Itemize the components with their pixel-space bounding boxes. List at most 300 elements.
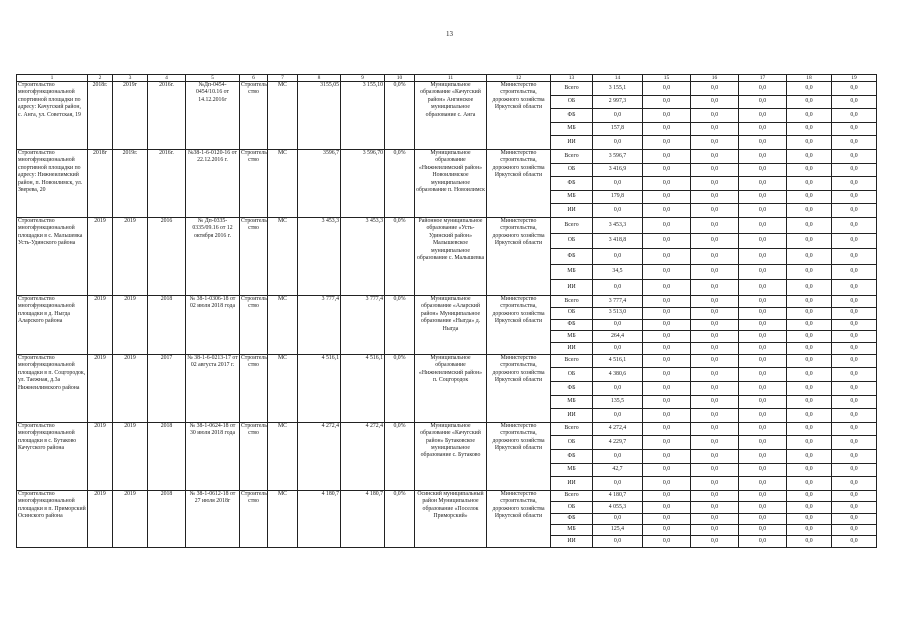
funding-amount: 0,0: [691, 95, 739, 109]
remaining-cost: 3 596,70: [341, 149, 385, 217]
table-row: [17, 217, 877, 233]
investment-table: [16, 74, 877, 548]
responsible-ministry: Министерство строительства, дорожного хозяйства Иркутской области: [487, 422, 551, 490]
funding-amount: 0,0: [691, 354, 739, 368]
start-year: 2019: [88, 295, 113, 354]
funding-amount: 0,0: [593, 204, 643, 218]
funding-amount: 0,0: [739, 331, 787, 343]
funding-amount: 0,0: [643, 382, 691, 396]
column-number: 13: [551, 75, 593, 82]
funding-amount: 0,0: [691, 477, 739, 491]
funding-source: Всего: [551, 295, 593, 307]
funding-amount: 3 513,0: [593, 307, 643, 319]
readiness-percent: 0,0%: [385, 295, 415, 354]
funding-amount: 0,0: [787, 82, 832, 96]
funding-source: Всего: [551, 82, 593, 96]
funding-amount: 0,0: [832, 382, 877, 396]
work-type: Строитель ство: [240, 217, 268, 295]
end-year: 2019: [113, 490, 148, 547]
funding-amount: 0,0: [787, 450, 832, 464]
start-year: 2019: [88, 422, 113, 490]
funding-amount: 0,0: [739, 490, 787, 501]
funding-amount: 0,0: [643, 177, 691, 191]
funding-amount: 0,0: [593, 409, 643, 423]
funding-amount: 0,0: [787, 319, 832, 331]
funding-source: ФБ: [551, 249, 593, 265]
funding-amount: 0,0: [643, 536, 691, 547]
municipality: Муниципальное образование «Аларский район» Муниципальное образование «Ныгда» д. Ныгда: [415, 295, 487, 354]
funding-amount: 0,0: [739, 536, 787, 547]
column-number: 5: [186, 75, 240, 82]
funding-amount: 0,0: [832, 307, 877, 319]
funding-amount: 0,0: [593, 109, 643, 123]
funding-amount: 0,0: [691, 264, 739, 280]
funding-amount: 0,0: [787, 204, 832, 218]
funding-source: Всего: [551, 149, 593, 163]
funding-amount: 0,0: [643, 295, 691, 307]
table-row: [17, 422, 877, 436]
funding-amount: 0,0: [739, 190, 787, 204]
funding-amount: 0,0: [643, 264, 691, 280]
start-year: 2019: [88, 490, 113, 547]
funding-amount: 0,0: [832, 525, 877, 536]
estimated-cost: 4 516,1: [298, 354, 341, 422]
funding-amount: 0,0: [643, 122, 691, 136]
funding-amount: 0,0: [691, 368, 739, 382]
funding-amount: 0,0: [691, 295, 739, 307]
funding-amount: 0,0: [643, 233, 691, 249]
expertise-conclusion: №38-1-6-0120-16 от 22.12.2016 г.: [186, 149, 240, 217]
end-year: 2019г: [113, 82, 148, 150]
funding-amount: 0,0: [832, 331, 877, 343]
funding-amount: 0,0: [787, 536, 832, 547]
funding-amount: 0,0: [787, 177, 832, 191]
column-number: 7: [268, 75, 298, 82]
funding-amount: 0,0: [643, 502, 691, 513]
end-year: 2019: [113, 217, 148, 295]
funding-amount: 0,0: [787, 409, 832, 423]
project-name: Строительство многофункциональной площадки в п. Приморский Осинского района: [17, 490, 88, 547]
funding-source: МБ: [551, 190, 593, 204]
funding-amount: 0,0: [691, 502, 739, 513]
funding-amount: 0,0: [787, 463, 832, 477]
table-row: [17, 149, 877, 163]
funding-amount: 0,0: [593, 382, 643, 396]
responsible-ministry: Министерство строительства, дорожного хозяйства Иркутской области: [487, 217, 551, 295]
funding-source: ОБ: [551, 163, 593, 177]
estimated-cost: 3155,05: [298, 82, 341, 150]
funding-amount: 0,0: [593, 177, 643, 191]
funding-amount: 0,0: [593, 477, 643, 491]
funding-amount: 0,0: [643, 95, 691, 109]
estimated-cost: 3596,7: [298, 149, 341, 217]
funding-source: ФБ: [551, 382, 593, 396]
column-number-row: [17, 75, 877, 82]
start-year: 2019: [88, 217, 113, 295]
funding-source: ИИ: [551, 280, 593, 296]
funding-amount: 0,0: [739, 280, 787, 296]
funding-amount: 0,0: [832, 319, 877, 331]
column-number: 19: [832, 75, 877, 82]
project-name: Строительство многофункциональной площадки в д. Ныгда Аларского района: [17, 295, 88, 354]
funding-amount: 4 229,7: [593, 436, 643, 450]
funding-amount: 0,0: [787, 525, 832, 536]
municipality: Муниципальное образование «Качугский район» Ангинское муниципальное образование с. Анга: [415, 82, 487, 150]
funding-amount: 3 777,4: [593, 295, 643, 307]
funding-amount: 0,0: [691, 163, 739, 177]
funding-source: МБ: [551, 122, 593, 136]
remaining-cost: 3 453,3: [341, 217, 385, 295]
funding-amount: 0,0: [739, 525, 787, 536]
funding-amount: 0,0: [643, 490, 691, 501]
expertise-conclusion: № 38-1-0624-18 от 30 июля 2018 года: [186, 422, 240, 490]
design-year: 2016г.: [148, 82, 186, 150]
funding-amount: 179,8: [593, 190, 643, 204]
end-year: 2019: [113, 295, 148, 354]
funding-amount: 0,0: [739, 204, 787, 218]
table-row: [17, 295, 877, 307]
funding-amount: 0,0: [691, 409, 739, 423]
funding-amount: 0,0: [787, 382, 832, 396]
funding-amount: 0,0: [739, 513, 787, 524]
funding-source: ИИ: [551, 477, 593, 491]
project-name: Строительство многофункциональной спортивной площадки по адресу: Качугский район, с. Анга, ул. Советская, 19: [17, 82, 88, 150]
remaining-cost: 4 272,4: [341, 422, 385, 490]
funding-source: ОБ: [551, 233, 593, 249]
funding-source: ФБ: [551, 450, 593, 464]
funding-amount: 0,0: [787, 233, 832, 249]
funding-amount: 0,0: [832, 163, 877, 177]
column-number: 10: [385, 75, 415, 82]
readiness-percent: 0,0%: [385, 149, 415, 217]
funding-source: ФБ: [551, 109, 593, 123]
work-type: Строитель ство: [240, 295, 268, 354]
funding-amount: 0,0: [739, 422, 787, 436]
funding-source: ИИ: [551, 136, 593, 150]
funding-amount: 0,0: [832, 502, 877, 513]
responsible-ministry: Министерство строительства, дорожного хозяйства Иркутской области: [487, 295, 551, 354]
funding-amount: 0,0: [787, 95, 832, 109]
funding-amount: 0,0: [832, 450, 877, 464]
funding-amount: 0,0: [691, 109, 739, 123]
funding-amount: 0,0: [832, 536, 877, 547]
design-year: 2017: [148, 354, 186, 422]
responsible-ministry: Министерство строительства, дорожного хозяйства Иркутской области: [487, 149, 551, 217]
funding-amount: 0,0: [643, 307, 691, 319]
start-year: 2018г.: [88, 82, 113, 150]
page-number: 13: [446, 30, 453, 38]
expertise-conclusion: № Дп-0335-0335/09.16 от 12 октября 2016 г.: [186, 217, 240, 295]
start-year: 2019: [88, 354, 113, 422]
funding-amount: 0,0: [787, 264, 832, 280]
funding-source: ОБ: [551, 368, 593, 382]
municipality: Муниципальное образование «Нижнеилимский район» п. Соцгородок: [415, 354, 487, 422]
funding-amount: 0,0: [739, 477, 787, 491]
funding-amount: 0,0: [593, 343, 643, 355]
funding-amount: 0,0: [643, 409, 691, 423]
column-number: 9: [341, 75, 385, 82]
funding-amount: 0,0: [691, 319, 739, 331]
end-year: 2019: [113, 422, 148, 490]
readiness-percent: 0,0%: [385, 82, 415, 150]
funding-amount: 0,0: [832, 395, 877, 409]
funding-amount: 0,0: [691, 450, 739, 464]
funding-amount: 0,0: [832, 422, 877, 436]
funding-amount: 0,0: [643, 190, 691, 204]
funding-amount: 0,0: [787, 395, 832, 409]
funding-source: ФБ: [551, 513, 593, 524]
funding-amount: 0,0: [593, 536, 643, 547]
funding-amount: 0,0: [787, 280, 832, 296]
funding-amount: 0,0: [739, 319, 787, 331]
funding-amount: 0,0: [739, 354, 787, 368]
funding-amount: 0,0: [739, 264, 787, 280]
funding-amount: 0,0: [787, 109, 832, 123]
funding-source: Всего: [551, 354, 593, 368]
funding-amount: 0,0: [739, 307, 787, 319]
funding-amount: 0,0: [643, 463, 691, 477]
design-year: 2018: [148, 490, 186, 547]
funding-amount: 2 997,3: [593, 95, 643, 109]
funding-amount: 0,0: [832, 295, 877, 307]
funding-amount: 0,0: [832, 109, 877, 123]
funding-amount: 0,0: [787, 331, 832, 343]
ownership-form: МС: [268, 422, 298, 490]
column-number: 2: [88, 75, 113, 82]
expertise-conclusion: № 38-1-6-0213-17 от 02 августа 2017 г.: [186, 354, 240, 422]
project-name: Строительство многофункциональной спортивной площадки по адресу: Нижнеилимский район, п. Новоилимск, ул. Зверева, 20: [17, 149, 88, 217]
funding-amount: 0,0: [691, 217, 739, 233]
work-type: Строитель ство: [240, 422, 268, 490]
funding-amount: 0,0: [593, 249, 643, 265]
work-type: Строитель ство: [240, 354, 268, 422]
funding-amount: 0,0: [832, 249, 877, 265]
project-name: Строительство многофункциональной площадки в с. Бутаково Качугского района: [17, 422, 88, 490]
funding-source: ОБ: [551, 436, 593, 450]
funding-amount: 0,0: [691, 82, 739, 96]
readiness-percent: 0,0%: [385, 217, 415, 295]
funding-source: ОБ: [551, 95, 593, 109]
funding-amount: 0,0: [691, 436, 739, 450]
funding-amount: 0,0: [691, 177, 739, 191]
column-number: 4: [148, 75, 186, 82]
funding-amount: 3 453,3: [593, 217, 643, 233]
funding-source: ИИ: [551, 409, 593, 423]
funding-amount: 0,0: [691, 204, 739, 218]
funding-amount: 0,0: [643, 204, 691, 218]
funding-amount: 0,0: [691, 122, 739, 136]
start-year: 2018г: [88, 149, 113, 217]
municipality: Районное муниципальное образование «Усть-Удинский район» Малышевское муниципальное образование с. Малышевка: [415, 217, 487, 295]
table-row: [17, 354, 877, 368]
funding-amount: 0,0: [691, 190, 739, 204]
funding-amount: 0,0: [691, 513, 739, 524]
funding-amount: 0,0: [691, 395, 739, 409]
funding-amount: 0,0: [832, 264, 877, 280]
column-number: 6: [240, 75, 268, 82]
funding-amount: 0,0: [739, 436, 787, 450]
funding-source: ОБ: [551, 502, 593, 513]
expertise-conclusion: № 38-1-0306-18 от 02 июля 2018 года: [186, 295, 240, 354]
funding-source: ИИ: [551, 536, 593, 547]
funding-amount: 0,0: [643, 149, 691, 163]
funding-amount: 0,0: [739, 343, 787, 355]
funding-amount: 0,0: [832, 490, 877, 501]
funding-amount: 0,0: [691, 536, 739, 547]
funding-amount: 0,0: [643, 450, 691, 464]
work-type: Строитель ство: [240, 82, 268, 150]
funding-source: МБ: [551, 264, 593, 280]
funding-amount: 0,0: [787, 490, 832, 501]
funding-source: МБ: [551, 331, 593, 343]
funding-amount: 0,0: [832, 95, 877, 109]
funding-amount: 4 516,1: [593, 354, 643, 368]
funding-amount: 0,0: [643, 343, 691, 355]
project-name: Строительство многофункциональной площадки в с. Мальшевка Усть-Удинского района: [17, 217, 88, 295]
responsible-ministry: Министерство строительства, дорожного хозяйства Иркутской области: [487, 490, 551, 547]
estimated-cost: 3 453,3: [298, 217, 341, 295]
funding-amount: 157,8: [593, 122, 643, 136]
funding-amount: 0,0: [832, 513, 877, 524]
funding-source: ИИ: [551, 204, 593, 218]
funding-amount: 0,0: [739, 295, 787, 307]
funding-amount: 0,0: [593, 513, 643, 524]
funding-amount: 4 380,6: [593, 368, 643, 382]
funding-source: ОБ: [551, 307, 593, 319]
funding-amount: 0,0: [691, 382, 739, 396]
funding-amount: 0,0: [787, 295, 832, 307]
funding-amount: 0,0: [832, 477, 877, 491]
funding-amount: 0,0: [691, 463, 739, 477]
funding-amount: 0,0: [832, 280, 877, 296]
funding-amount: 3 418,8: [593, 233, 643, 249]
funding-amount: 0,0: [691, 331, 739, 343]
responsible-ministry: Министерство строительства, дорожного хозяйства Иркутской области: [487, 82, 551, 150]
funding-amount: 0,0: [787, 122, 832, 136]
funding-amount: 0,0: [691, 307, 739, 319]
ownership-form: МС: [268, 149, 298, 217]
funding-amount: 0,0: [787, 368, 832, 382]
funding-amount: 0,0: [643, 319, 691, 331]
funding-amount: 0,0: [691, 343, 739, 355]
funding-amount: 0,0: [739, 463, 787, 477]
funding-source: ИИ: [551, 343, 593, 355]
funding-amount: 0,0: [832, 190, 877, 204]
funding-amount: 0,0: [739, 217, 787, 233]
column-number: 18: [787, 75, 832, 82]
remaining-cost: 3 777,4: [341, 295, 385, 354]
funding-amount: 0,0: [643, 280, 691, 296]
funding-amount: 42,7: [593, 463, 643, 477]
estimated-cost: 4 272,4: [298, 422, 341, 490]
funding-amount: 4 180,7: [593, 490, 643, 501]
funding-amount: 0,0: [787, 190, 832, 204]
funding-amount: 0,0: [691, 249, 739, 265]
funding-amount: 0,0: [832, 136, 877, 150]
funding-amount: 0,0: [787, 422, 832, 436]
funding-amount: 0,0: [832, 149, 877, 163]
funding-amount: 0,0: [832, 217, 877, 233]
funding-amount: 0,0: [643, 477, 691, 491]
funding-amount: 0,0: [787, 136, 832, 150]
funding-amount: 0,0: [787, 307, 832, 319]
column-number: 14: [593, 75, 643, 82]
funding-amount: 0,0: [787, 163, 832, 177]
end-year: 2019г.: [113, 149, 148, 217]
column-number: 8: [298, 75, 341, 82]
table-row: [17, 82, 877, 96]
funding-amount: 0,0: [593, 136, 643, 150]
funding-amount: 0,0: [787, 436, 832, 450]
design-year: 2018: [148, 295, 186, 354]
funding-amount: 0,0: [787, 343, 832, 355]
ownership-form: МС: [268, 295, 298, 354]
funding-amount: 3 596,7: [593, 149, 643, 163]
funding-amount: 0,0: [593, 280, 643, 296]
funding-amount: 0,0: [832, 204, 877, 218]
funding-amount: 0,0: [832, 122, 877, 136]
funding-source: МБ: [551, 463, 593, 477]
funding-amount: 0,0: [832, 368, 877, 382]
funding-amount: 0,0: [691, 136, 739, 150]
column-number: 16: [691, 75, 739, 82]
table-row: [17, 490, 877, 501]
project-name: Строительство многофункциональной площадки в п. Соцгородок, ул. Таежная, д.3а Нижнеилимского района: [17, 354, 88, 422]
funding-amount: 0,0: [739, 95, 787, 109]
funding-amount: 0,0: [739, 163, 787, 177]
funding-source: Всего: [551, 422, 593, 436]
funding-amount: 0,0: [832, 354, 877, 368]
ownership-form: МС: [268, 217, 298, 295]
remaining-cost: 4 180,7: [341, 490, 385, 547]
readiness-percent: 0,0%: [385, 490, 415, 547]
column-number: 11: [415, 75, 487, 82]
end-year: 2019: [113, 354, 148, 422]
funding-amount: 0,0: [739, 409, 787, 423]
funding-amount: 34,5: [593, 264, 643, 280]
funding-amount: 4 055,3: [593, 502, 643, 513]
readiness-percent: 0,0%: [385, 422, 415, 490]
funding-amount: 0,0: [787, 149, 832, 163]
funding-source: МБ: [551, 525, 593, 536]
funding-amount: 0,0: [832, 233, 877, 249]
funding-amount: 0,0: [739, 136, 787, 150]
funding-source: Всего: [551, 217, 593, 233]
funding-amount: 0,0: [691, 422, 739, 436]
funding-amount: 0,0: [787, 513, 832, 524]
funding-amount: 0,0: [739, 122, 787, 136]
funding-amount: 0,0: [739, 502, 787, 513]
funding-amount: 0,0: [691, 525, 739, 536]
funding-amount: 0,0: [593, 319, 643, 331]
funding-amount: 0,0: [643, 109, 691, 123]
funding-amount: 0,0: [787, 502, 832, 513]
funding-amount: 0,0: [739, 233, 787, 249]
funding-amount: 0,0: [643, 136, 691, 150]
funding-amount: 0,0: [739, 368, 787, 382]
funding-amount: 0,0: [643, 331, 691, 343]
responsible-ministry: Министерство строительства, дорожного хозяйства Иркутской области: [487, 354, 551, 422]
funding-amount: 0,0: [739, 109, 787, 123]
funding-amount: 0,0: [739, 450, 787, 464]
design-year: 2018: [148, 422, 186, 490]
municipality: Муниципальное образование «Качугский район» Бутаковское муниципальное образование с. Бутаково: [415, 422, 487, 490]
funding-source: Всего: [551, 490, 593, 501]
funding-amount: 0,0: [691, 149, 739, 163]
design-year: 2016г.: [148, 149, 186, 217]
funding-amount: 135,5: [593, 395, 643, 409]
funding-amount: 0,0: [643, 249, 691, 265]
